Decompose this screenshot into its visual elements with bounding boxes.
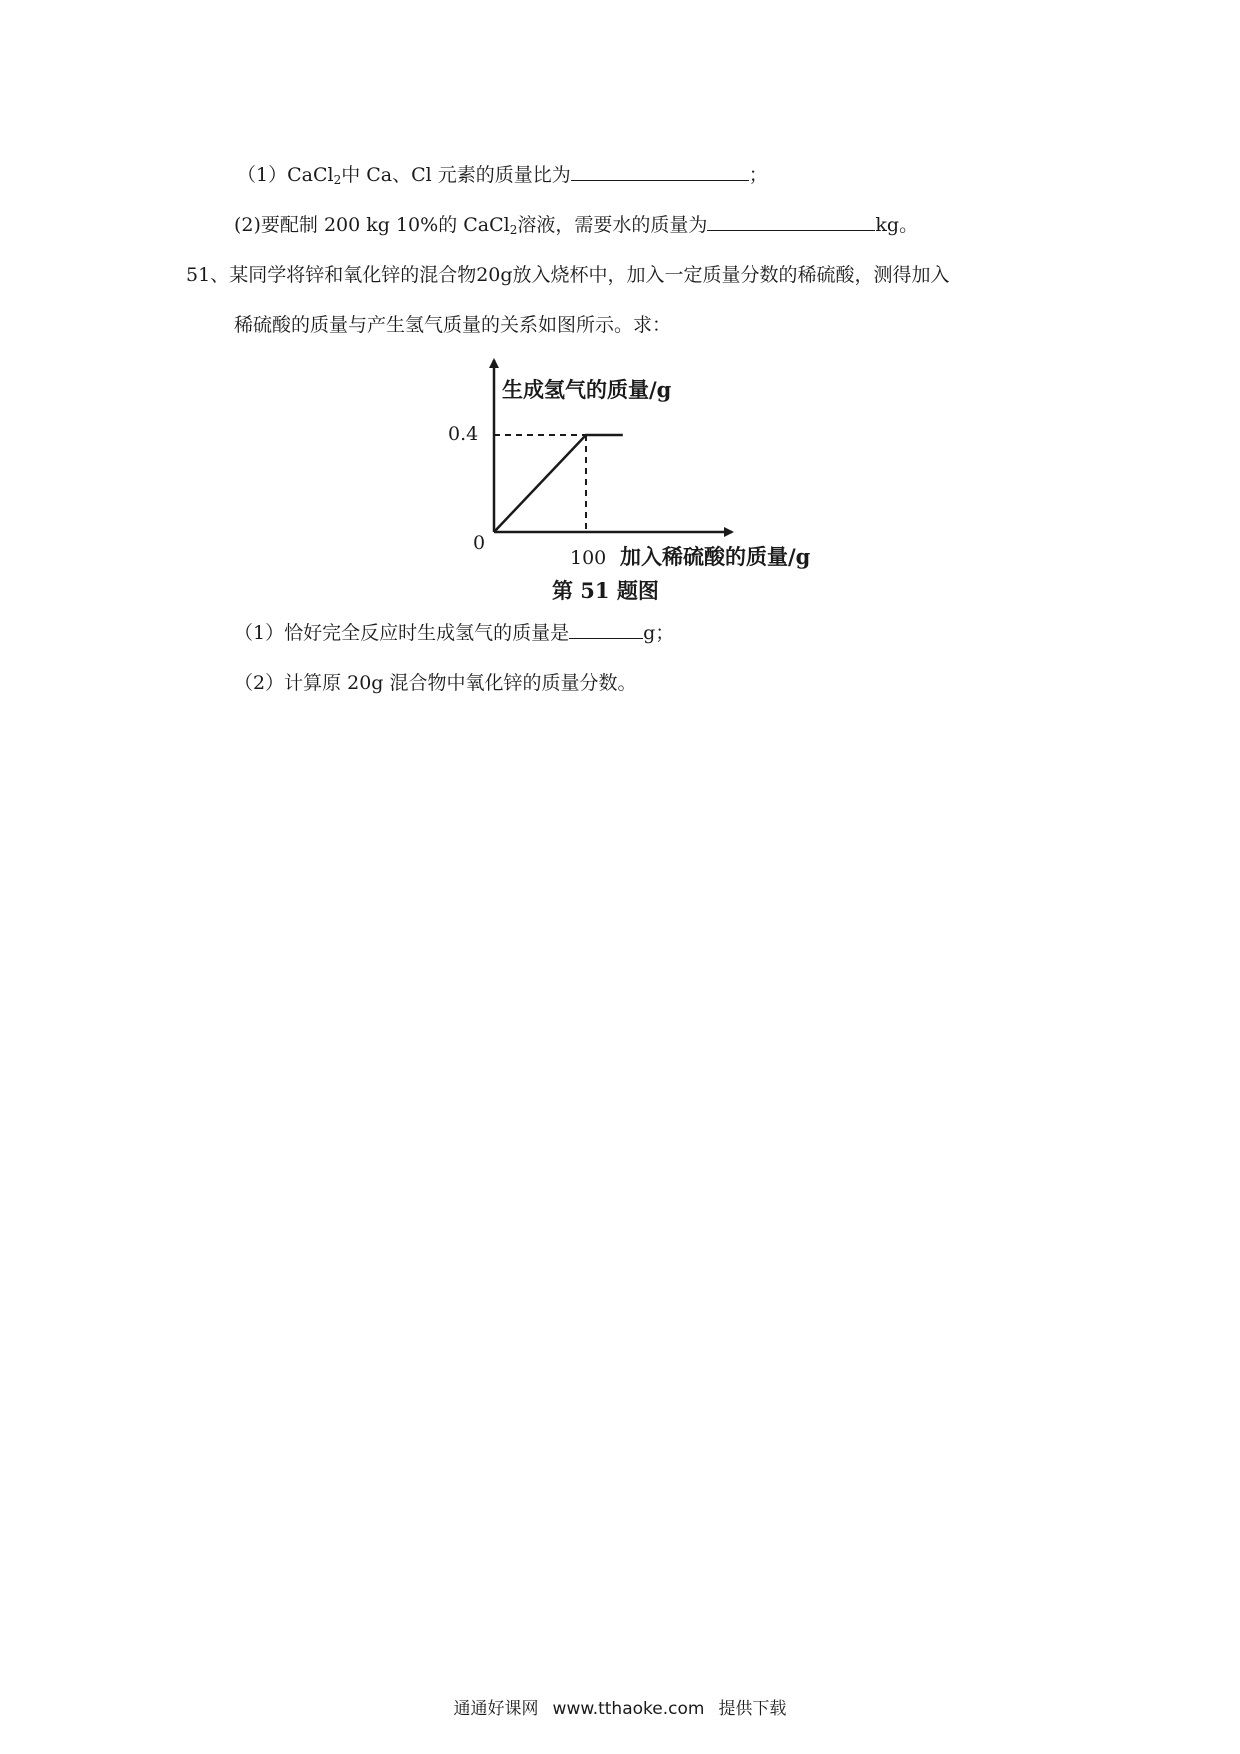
q51-sub1 [234, 620, 674, 646]
chart-caption: 第 51 题图 [552, 578, 659, 603]
q51-sub2 [234, 670, 637, 696]
y-axis-label: 生成氢气的质量/g [502, 377, 672, 402]
x-tick-label-100: 100 [570, 547, 607, 569]
q51-sub1-end: g； [643, 622, 675, 644]
q51-sub2-text: （2）计算原 20g 混合物中氧化锌的质量分数。 [234, 672, 637, 694]
q50-part1-text: 中 Ca、Cl 元素的质量比为 [341, 164, 571, 186]
origin-label: 0 [473, 532, 486, 554]
hydrogen-mass-chart [440, 352, 850, 607]
y-tick-label-0-4: 0.4 [448, 423, 479, 445]
answer-blank-ratio[interactable] [571, 162, 749, 181]
q51-stem-line1 [186, 262, 950, 288]
footer-brand: 通通好课网 [453, 1699, 539, 1719]
footer-suffix: 提供下载 [718, 1699, 787, 1719]
footer-url[interactable]: www.tthaoke.com [552, 1699, 705, 1719]
q50-part2-end: kg。 [875, 214, 919, 236]
answer-blank-hydrogen-mass[interactable] [569, 620, 643, 639]
question-number: 51、 [186, 264, 230, 286]
q50-part1-subscript: 2 [333, 173, 342, 187]
q50-part1-prefix: （1） [237, 164, 288, 186]
q50-part2-formula: CaCl [463, 214, 510, 236]
q51-stem-text-1: 某同学将锌和氧化锌的混合物20g放入烧杯中，加入一定质量分数的稀硫酸，测得加入 [229, 264, 950, 286]
q50-part1-formula: CaCl [287, 164, 334, 186]
q50-part1-end: ； [748, 164, 768, 186]
answer-blank-water-mass[interactable] [707, 212, 875, 231]
q51-stem-text-2: 稀硫酸的质量与产生氢气质量的关系如图所示。求： [234, 314, 672, 336]
x-axis-label: 加入稀硫酸的质量/g [620, 544, 811, 569]
q51-stem-line2 [234, 312, 671, 338]
q50-part2-prefix: (2)要配制 200 kg 10%的 [234, 214, 464, 236]
footer [0, 1694, 1240, 1719]
q51-sub1-text: （1）恰好完全反应时生成氢气的质量是 [234, 622, 570, 644]
q50-part2 [234, 212, 918, 238]
q50-part1 [237, 162, 768, 188]
q50-part2-text: 溶液，需要水的质量为 [517, 214, 708, 236]
series-line-hydrogen [494, 435, 623, 532]
q50-part2-subscript: 2 [509, 223, 518, 237]
